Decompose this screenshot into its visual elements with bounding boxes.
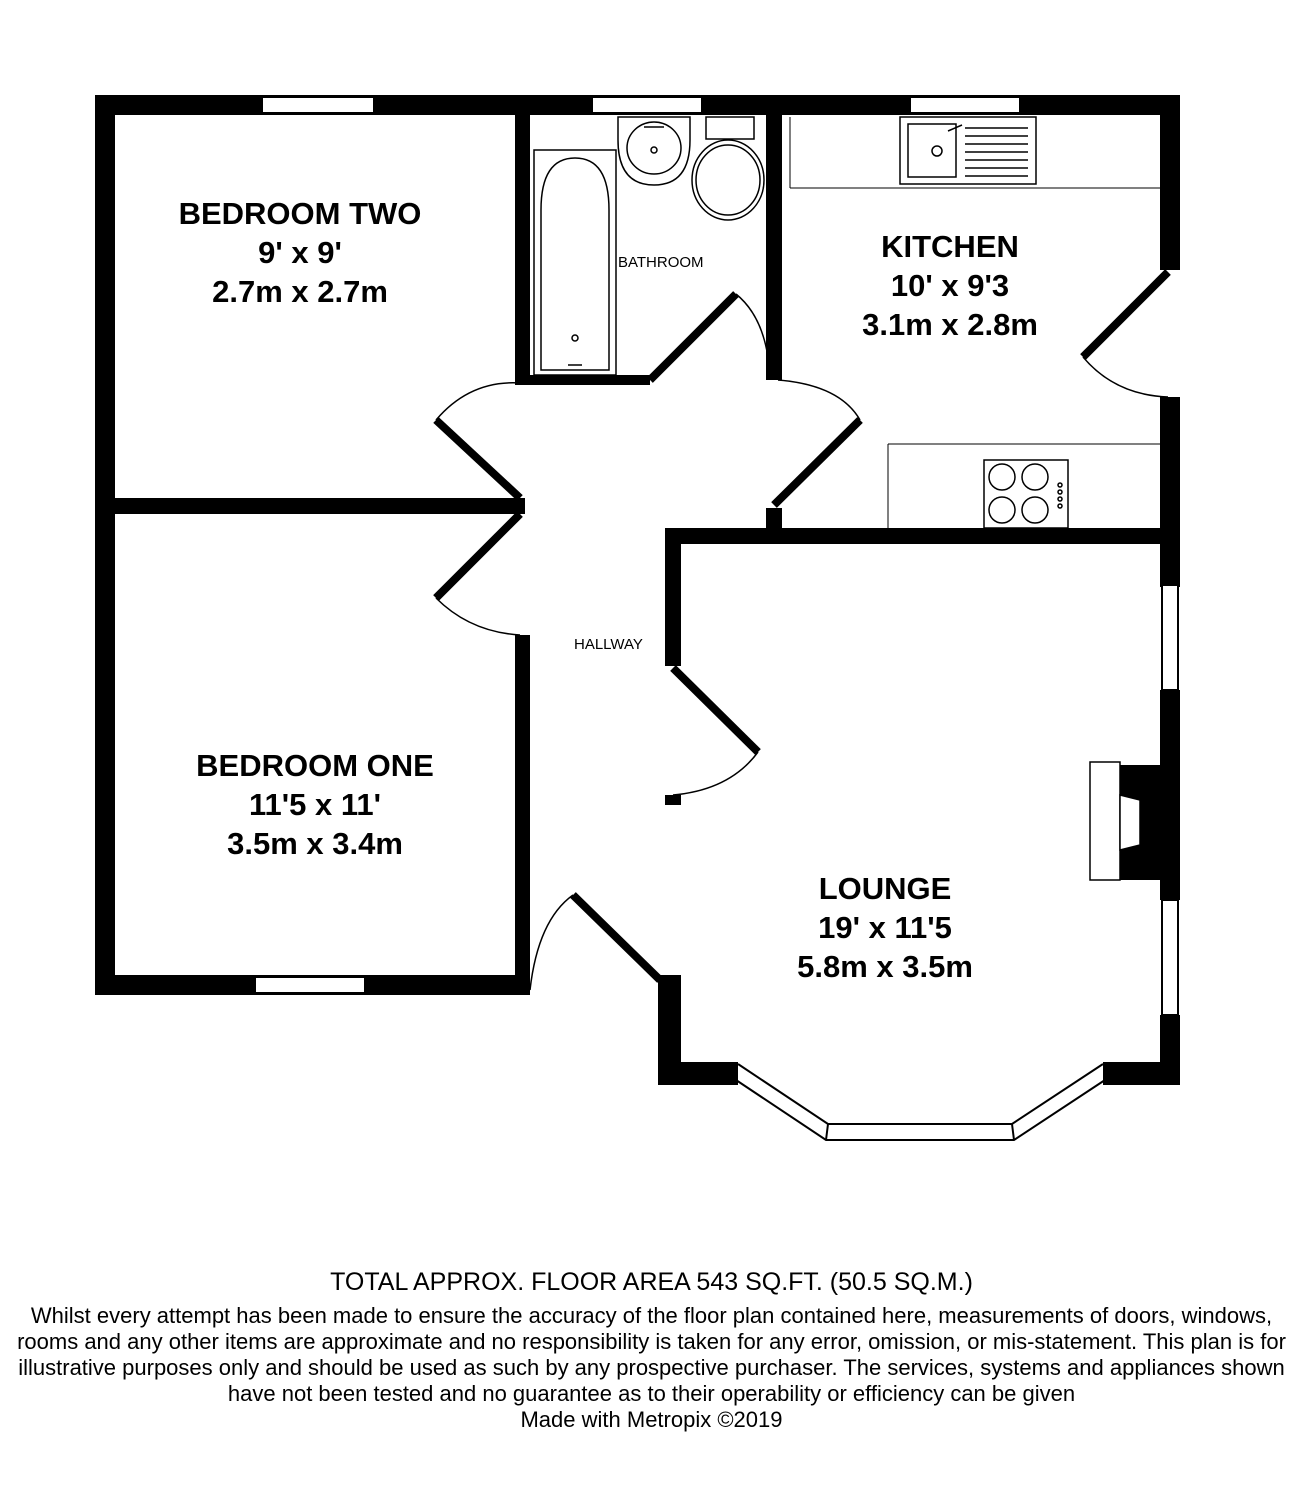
room-imperial: 11'5 x 11' (249, 786, 381, 822)
toilet (692, 117, 764, 220)
room-bedroom-one (165, 747, 465, 863)
room-lounge (760, 870, 1010, 986)
hob (984, 460, 1068, 528)
bath (534, 150, 616, 375)
basin (618, 117, 690, 185)
room-name: BEDROOM TWO (178, 196, 422, 231)
footer (0, 1268, 1303, 1433)
room-imperial: 19' x 11'5 (818, 909, 952, 945)
room-metric: 2.7m x 2.7m (212, 273, 388, 309)
room-kitchen (825, 228, 1075, 344)
total-floor-area: TOTAL APPROX. FLOOR AREA 543 SQ.FT. (50.5 SQ.M.) (330, 1268, 973, 1296)
bay-window (733, 1064, 1108, 1140)
room-metric: 5.8m x 3.5m (797, 948, 973, 984)
room-metric: 3.1m x 2.8m (862, 306, 1038, 342)
room-metric: 3.5m x 3.4m (227, 825, 403, 861)
room-imperial: 9' x 9' (258, 234, 342, 270)
room-name: BEDROOM ONE (196, 748, 434, 783)
disclaimer-text: Whilst every attempt has been made to ensure the accuracy of the floor plan contained here, measurements of doors, windows, rooms and any other items are approximate and no responsibility is taken for any error, omission, or mis-statement. This plan is for illustrative purposes only and should be used as such by any prospective purchaser. The services, systems and appliances shown have not been tested and no guarantee as to their operability or efficiency can be given (17, 1303, 1286, 1406)
room-name: LOUNGE (818, 871, 952, 906)
credit-text: Made with Metropix ©2019 (520, 1406, 783, 1432)
room-imperial: 10' x 9'3 (890, 267, 1010, 303)
sink (900, 117, 1036, 184)
room-bedroom-two (150, 195, 450, 311)
room-hallway: HALLWAY (574, 636, 643, 653)
room-name: KITCHEN (881, 229, 1019, 264)
room-bathroom: BATHROOM (618, 254, 704, 271)
